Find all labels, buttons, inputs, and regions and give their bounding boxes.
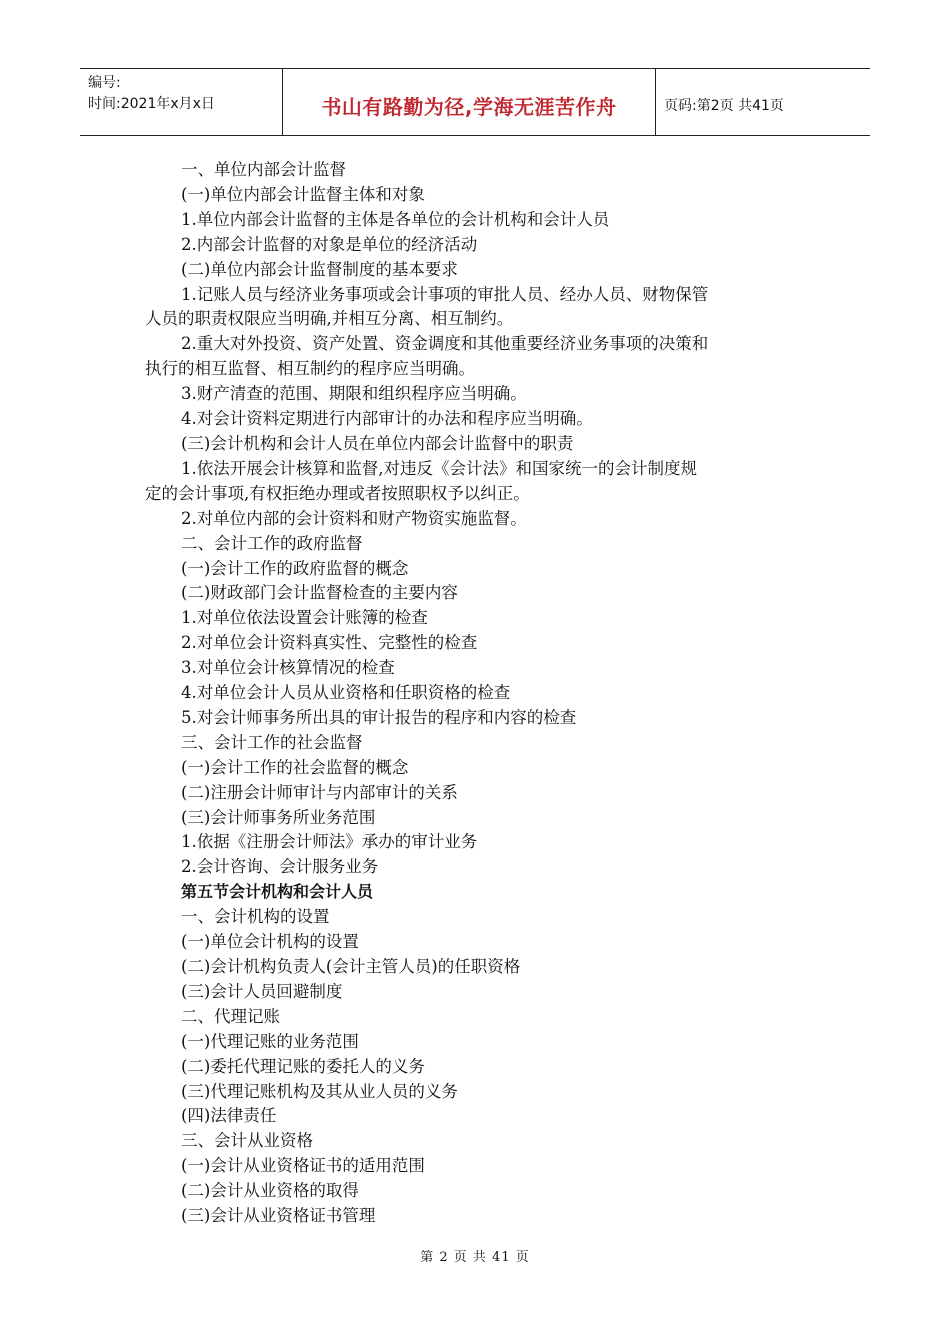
document-date: 时间:2021年x月x日 (88, 96, 215, 112)
text-line: (三)会计从业资格证书管理 (181, 1206, 376, 1226)
text-line: (二)会计从业资格的取得 (181, 1181, 359, 1201)
text-line: 定的会计事项,有权拒绝办理或者按照职权予以纠正。 (145, 483, 530, 503)
header-motto: 书山有路勤为径,学海无涯苦作舟 (283, 69, 656, 135)
text-line: 1.依据《注册会计师法》承办的审计业务 (181, 832, 478, 852)
document-number-label: 编号: (88, 75, 121, 91)
text-line: (三)会计师事务所业务范围 (181, 807, 376, 827)
text-line: 2.对单位会计资料真实性、完整性的检查 (181, 633, 478, 653)
text-line: (三)会计人员回避制度 (181, 981, 343, 1001)
text-line: 人员的职责权限应当明确,并相互分离、相互制约。 (145, 309, 514, 329)
text-line: 2.重大对外投资、资产处置、资金调度和其他重要经济业务事项的决策和 (181, 334, 709, 354)
text-line: 三、会计从业资格 (181, 1131, 313, 1151)
page-footer: 第 2 页 共 41 页 (420, 1250, 530, 1265)
text-line: 3.对单位会计核算情况的检查 (181, 658, 395, 678)
text-line: 1.单位内部会计监督的主体是各单位的会计机构和会计人员 (181, 209, 610, 229)
text-line: (一)代理记账的业务范围 (181, 1031, 359, 1051)
text-line: (一)单位会计机构的设置 (181, 932, 359, 952)
header-meta (80, 69, 283, 135)
text-line: (二)单位内部会计监督制度的基本要求 (181, 259, 458, 279)
text-line: (二)注册会计师审计与内部审计的关系 (181, 782, 458, 802)
text-line: 3.财产清查的范围、期限和组织程序应当明确。 (181, 384, 527, 404)
text-line: (一)会计工作的政府监督的概念 (181, 558, 409, 578)
text-line: 2.对单位内部的会计资料和财产物资实施监督。 (181, 508, 527, 528)
text-line: (四)法律责任 (181, 1106, 277, 1126)
text-line: 2.内部会计监督的对象是单位的经济活动 (181, 234, 478, 254)
text-line: 一、会计机构的设置 (181, 907, 330, 927)
section-heading: 第五节会计机构和会计人员 (181, 882, 374, 902)
text-line: 三、会计工作的社会监督 (181, 732, 363, 752)
text-line: (二)会计机构负责人(会计主管人员)的任职资格 (181, 957, 521, 976)
text-line: 1.记账人员与经济业务事项或会计事项的审批人员、经办人员、财物保管 (181, 284, 709, 304)
text-line: 执行的相互监督、相互制约的程序应当明确。 (145, 359, 475, 379)
text-line: 4.对会计资料定期进行内部审计的办法和程序应当明确。 (181, 409, 593, 429)
document-body (145, 158, 825, 1229)
text-line: 1.依法开展会计核算和监督,对违反《会计法》和国家统一的会计制度规 (181, 458, 697, 478)
text-line: 二、代理记账 (181, 1006, 280, 1026)
text-line: (三)代理记账机构及其从业人员的义务 (181, 1081, 458, 1101)
text-line: (一)会计从业资格证书的适用范围 (181, 1156, 425, 1176)
text-line: (一)单位内部会计监督主体和对象 (181, 184, 425, 204)
text-line: 2.会计咨询、会计服务业务 (181, 857, 379, 877)
text-line: (一)会计工作的社会监督的概念 (181, 757, 409, 777)
text-line: 二、会计工作的政府监督 (181, 533, 363, 553)
text-line: 1.对单位依法设置会计账簿的检查 (181, 608, 428, 628)
text-line: 一、单位内部会计监督 (181, 160, 346, 179)
text-line: (三)会计机构和会计人员在单位内部会计监督中的职责 (181, 433, 574, 453)
page-header (80, 68, 870, 136)
header-page-info: 页码:第2页 共41页 (664, 98, 784, 114)
text-line: 4.对单位会计人员从业资格和任职资格的检查 (181, 683, 511, 703)
text-line: 5.对会计师事务所出具的审计报告的程序和内容的检查 (181, 707, 577, 727)
text-line: (二)委托代理记账的委托人的义务 (181, 1056, 425, 1076)
text-line: (二)财政部门会计监督检查的主要内容 (181, 583, 458, 603)
